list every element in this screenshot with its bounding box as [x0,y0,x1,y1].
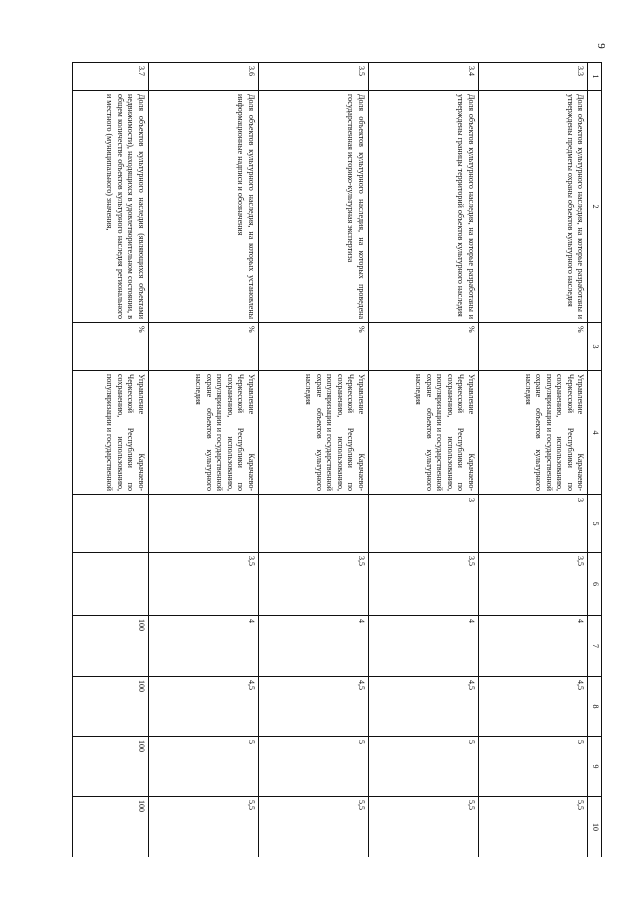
value-col6: 3,5 [478,553,588,616]
value-col9: 5 [368,737,478,797]
rotated-table-container [72,62,602,857]
header-cell: 4 [588,371,602,495]
responsible-org: Управление Карачаево-Черкесской Республики по сохранению, использованию, популяризации и государственной охране объектов культурного наследия [149,371,259,495]
header-cell: 2 [588,91,602,323]
value-col7: 100 [73,616,149,677]
value-col5: 3 [368,495,478,553]
value-col9: 100 [73,737,149,797]
indicator-name: Доля объектов культурного наследия, на которых проведена государственная историко-культурная экспертиза [258,91,368,323]
rotated-page-area [72,62,602,857]
responsible-org: Управление Карачаево-Черкесской Республики по сохранению, использованию, популяризации и государственной охране объектов культурного наследия [258,371,368,495]
value-col10: 100 [73,797,149,858]
value-col5 [149,495,259,553]
unit-cell: % [368,323,478,371]
unit-cell: % [73,323,149,371]
value-col9: 5 [149,737,259,797]
indicators-table [72,62,602,857]
header-cell: 3 [588,323,602,371]
indicator-name: Доля объектов культурного наследия (являющихся объектами недвижимости), находящихся в удовлетворительном состоянии, в общем количестве объектов культурного наследия регионального и местного (муниципального) значения, [73,91,149,323]
responsible-org: Управление Карачаево-Черкесской Республики по сохранению, использованию, популяризации и государственной охране объектов культурного наследия [368,371,478,495]
value-col10: 5,5 [478,797,588,858]
responsible-org: Управление Карачаево-Черкесской Республики по сохранению, использованию, популяризации и государственной [73,371,149,495]
header-cell: 8 [588,677,602,737]
value-col8: 4,5 [478,677,588,737]
value-col6: 3,5 [258,553,368,616]
value-col8: 4,5 [368,677,478,737]
table-row [478,63,588,858]
row-number: 3.6 [149,63,259,91]
value-col8: 100 [73,677,149,737]
value-col7: 4 [368,616,478,677]
page-number: 9 [594,43,607,49]
value-col8: 4,5 [149,677,259,737]
header-row [588,63,602,858]
value-col9: 5 [478,737,588,797]
unit-cell: % [478,323,588,371]
value-col8: 4,5 [258,677,368,737]
row-number: 3.3 [478,63,588,91]
value-col10: 5,5 [149,797,259,858]
indicator-name: Доля объектов культурного наследия, на которых установлены информационные надписи и обозначения [149,91,259,323]
indicator-name: Доля объектов культурного наследия, на которые разработаны и утверждены предметы охраны объектов культурного наследия [478,91,588,323]
value-col10: 5,5 [368,797,478,858]
value-col7: 4 [149,616,259,677]
row-number: 3.5 [258,63,368,91]
unit-cell: % [258,323,368,371]
value-col6 [73,553,149,616]
unit-cell: % [149,323,259,371]
value-col7: 4 [478,616,588,677]
table-row [368,63,478,858]
value-col5: 3 [478,495,588,553]
row-number: 3.4 [368,63,478,91]
value-col7: 4 [258,616,368,677]
value-col5 [73,495,149,553]
header-cell: 9 [588,737,602,797]
value-col6: 3,5 [368,553,478,616]
header-cell: 5 [588,495,602,553]
table-row [149,63,259,858]
indicator-name: Доля объектов культурного наследия, на которые разработаны и утверждены границы территорий объектов культурного наследия [368,91,478,323]
value-col6: 3,5 [149,553,259,616]
header-cell: 10 [588,797,602,858]
value-col5 [258,495,368,553]
header-cell: 6 [588,553,602,616]
value-col9: 5 [258,737,368,797]
header-cell: 7 [588,616,602,677]
responsible-org: Управление Карачаево-Черкесской Республики по сохранению, использованию, популяризации и государственной охране объектов культурного наследия [478,371,588,495]
table-row [258,63,368,858]
value-col10: 5,5 [258,797,368,858]
row-number: 3.7 [73,63,149,91]
header-cell: 1 [588,63,602,91]
table-row [73,63,149,858]
